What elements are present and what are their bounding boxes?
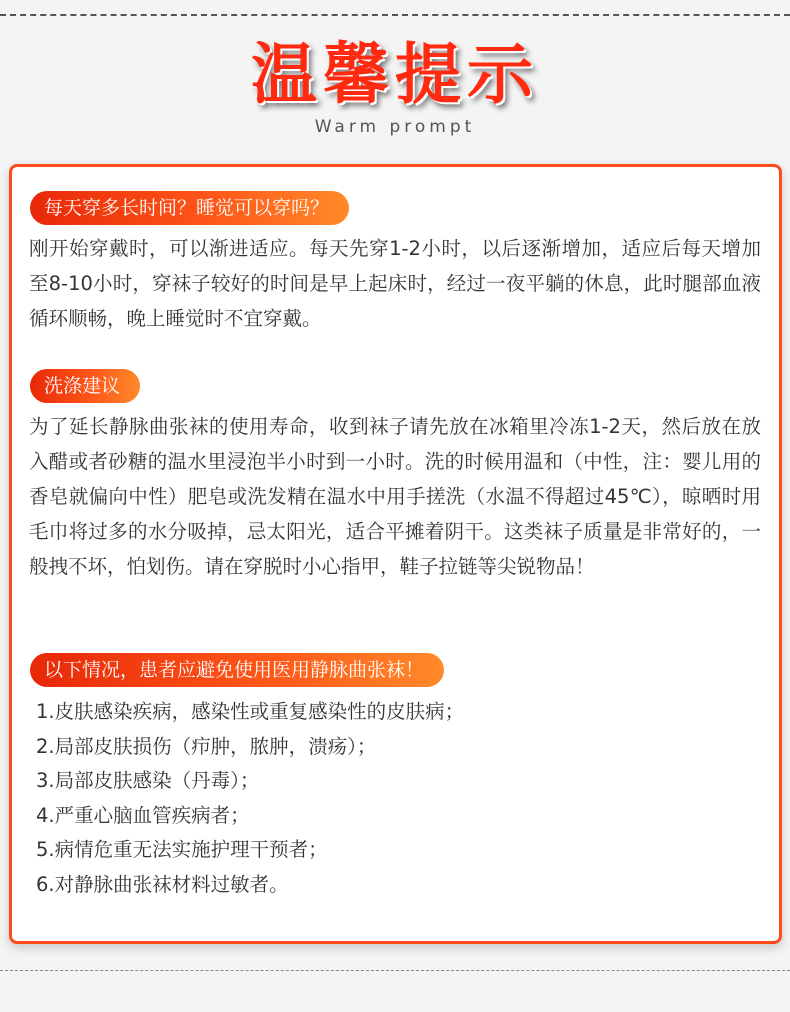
list-item: 4.严重心脑血管疾病者； bbox=[36, 803, 250, 827]
page-subtitle: Warm prompt bbox=[314, 117, 476, 137]
section-badge-wear-duration: 每天穿多长时间？睡觉可以穿吗？ bbox=[30, 191, 349, 225]
section-wear-duration bbox=[30, 191, 761, 336]
section-text-wear-duration: 刚开始穿戴时，可以渐进适应。每天先穿1-2小时，以后逐渐增加，适应后每天增加至8-10小时，穿袜子较好的时间是早上起床时，经过一夜平躺的休息，此时腿部血液循环顺畅，晚上睡觉时不宜穿戴。 bbox=[29, 237, 761, 330]
section-washing bbox=[30, 369, 761, 584]
list-item: 6.对静脉曲张袜材料过敏者。 bbox=[36, 872, 289, 896]
header bbox=[0, 35, 790, 137]
section-badge-washing: 洗涤建议 bbox=[30, 369, 140, 403]
list-item: 1.皮肤感染疾病，感染性或重复感染性的皮肤病； bbox=[36, 700, 465, 723]
page-title: 温馨提示 bbox=[251, 36, 539, 113]
list-item: 3.局部皮肤感染（丹毒）； bbox=[36, 769, 260, 793]
section-contraindications bbox=[30, 653, 761, 903]
list-item: 2.局部皮肤损伤（疖肿，脓肿，溃疡）； bbox=[36, 734, 377, 758]
tips-panel bbox=[9, 164, 782, 944]
section-badge-contraindications: 以下情况，患者应避免使用医用静脉曲张袜！ bbox=[30, 653, 444, 687]
contraindication-list bbox=[36, 695, 761, 903]
section-text-washing: 为了延长静脉曲张袜的使用寿命，收到袜子请先放在冰箱里冷冻1-2天，然后放在放入醋或者砂糖的温水里浸泡半小时到一小时。洗的时候用温和（中性，注：婴儿用的香皂就偏向中性）肥皂或洗发精在温水中用手搓洗（水温不得超过45℃），晾晒时用毛巾将过多的水分吸掉，忌太阳光，适合平摊着阴干。这类袜子质量是非常好的，一般拽不坏，怕划伤。请在穿脱时小心指甲，鞋子拉链等尖锐物品！ bbox=[29, 415, 761, 578]
list-item: 5.病情危重无法实施护理干预者； bbox=[36, 838, 328, 862]
bottom-dashed-divider bbox=[0, 970, 790, 971]
top-dashed-divider bbox=[0, 14, 790, 16]
